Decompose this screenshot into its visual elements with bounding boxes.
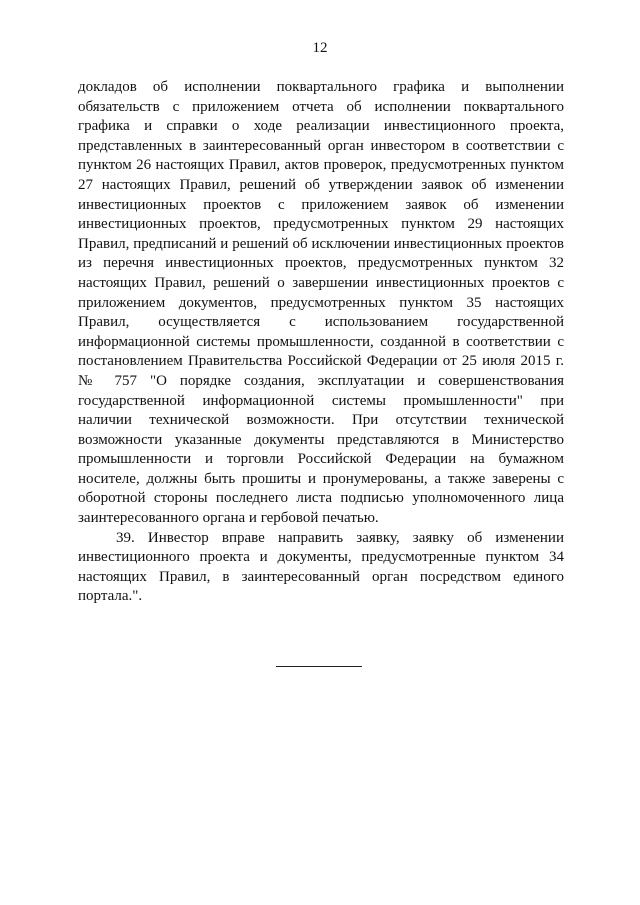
page-number: 12 <box>312 40 328 56</box>
document-body <box>78 78 564 607</box>
paragraph-continuation: докладов об исполнении поквартального графика и выполнении обязательств с приложением отчета об исполнении поквартального графика и справки о ходе реализации инвестиционного проекта, представленных в заинтересованный орган инвестором в соответствии с пунктом 26 настоящих Правил, актов проверок, предусмотренных пунктом 27 настоящих Правил, решений об утверждении заявок об изменении инвестиционных проектов с приложением заявок об изменении инвестиционных проектов, предусмотренных пунктом 29 настоящих Правил, предписаний и решений об исключении инвестиционных проектов из перечня инвестиционных проектов, предусмотренных пунктом 32 настоящих Правил, решений о завершении инвестиционных проектов с приложением документов, предусмотренных пунктом 35 настоящих Правил, осуществляется с использованием государственной информационной системы промышленности, созданной в соответствии с постановлением Правительства Российской Федерации от 25 июля 2015 г. № 757 "О порядке создания, эксплуатации и совершенствования государственной информационной системы промышленности" при наличии технической возможности. При отсутствии технической возможности указанные документы представляются в Министерство промышленности и торговли Российской Федерации на бумажном носителе, должны быть прошиты и пронумерованы, а также заверены с оборотной стороны последнего листа подписью уполномоченного лица заинтересованного органа и гербовой печатью. <box>78 79 564 527</box>
paragraph-clause-39: 39. Инвестор вправе направить заявку, заявку об изменении инвестиционного проекта и документы, предусмотренные пунктом 34 настоящих Правил, в заинтересованный орган посредством единого портала.". <box>78 529 564 605</box>
closing-divider-line <box>276 666 362 667</box>
